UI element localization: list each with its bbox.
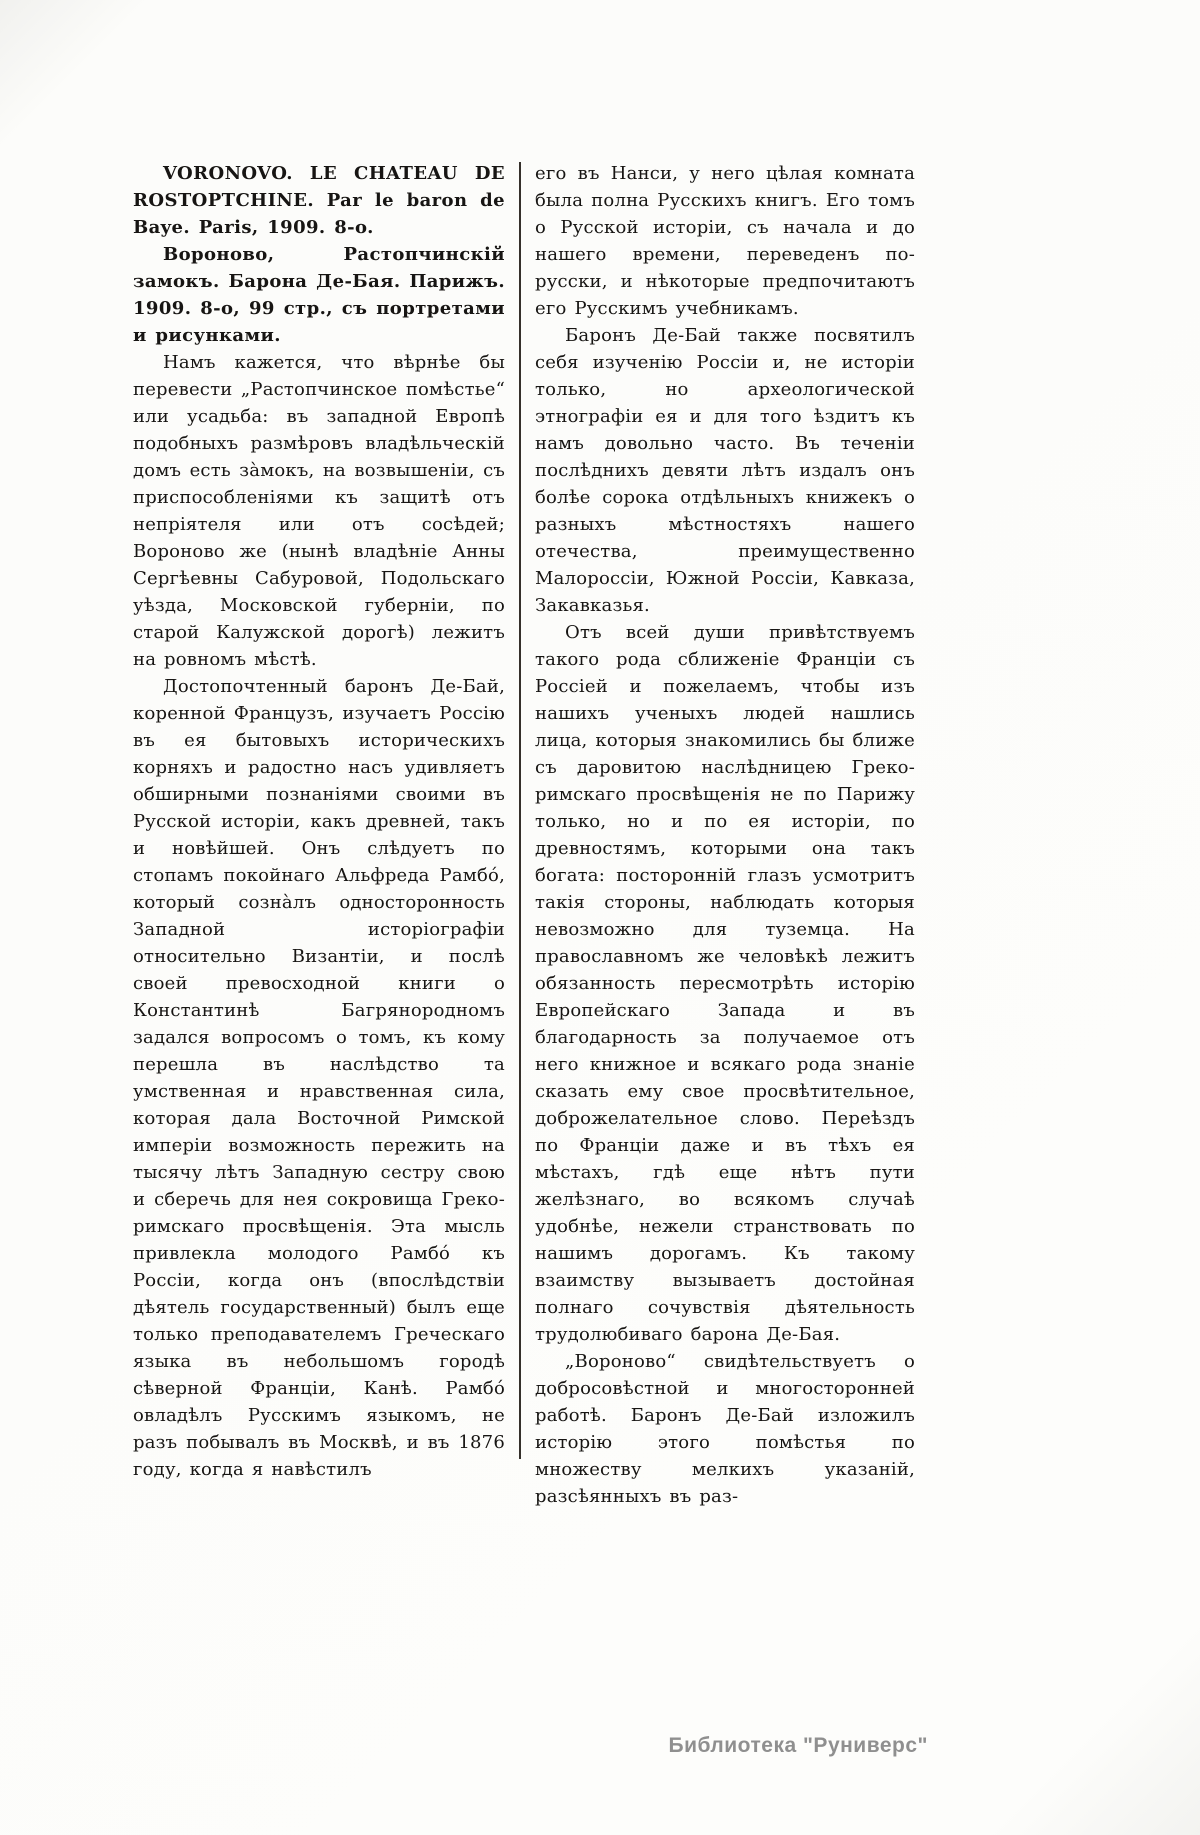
paragraph: „Вороново“ свидѣтельствуетъ о добросовѣстной и многосторонней работѣ. Баронъ Де-Бай изложилъ исторію этого помѣстья по множеству мелкихъ указаній, разсѣянныхъ въ раз- <box>535 1351 915 1507</box>
article-two-columns <box>133 160 919 1510</box>
right-column <box>535 160 915 1510</box>
paragraph: Достопочтенный баронъ Де-Бай, коренной Французъ, изучаетъ Россію въ ея бытовыхъ историческихъ корняхъ и радостно насъ удивляетъ обширными познаніями своими въ Русской исторіи, какъ древней, такъ и новѣйшей. Онъ слѣдуетъ по стопамъ покойнаго Альфреда Рамбó, который сознàлъ односторонность Западной исторіографіи относительно Византіи, и послѣ своей превосходной книги о Константинѣ Багрянородномъ задался вопросомъ о томъ, къ кому перешла въ наслѣдство та умственная и нравственная сила, которая дала Восточной Римской имперіи возможность пережить на тысячу лѣтъ Западную сестру свою и сберечь для нея сокровища Греко-римскаго просвѣщенія. Эта мысль привлекла молодого Рамбó къ Россіи, когда онъ (впослѣдствіи дѣятель государственный) былъ еще только преподавателемъ Греческаго языка въ небольшомъ городѣ сѣверной Франціи, Канѣ. Рамбó овладѣлъ Русскимъ языкомъ, не разъ побывалъ въ Москвѣ, и въ 1876 году, когда я навѣстилъ <box>133 676 505 1480</box>
review-heading-latin: VORONOVO. LE CHATEAU DE ROSTOPTCHINE. Par le baron de Baye. Paris, 1909. 8-o. <box>133 163 505 238</box>
paragraph-continuation: его въ Нанси, у него цѣлая комната была полна Русскихъ книгъ. Его томъ о Русской исторіи, съ начала и до нашего времени, переведенъ по-русски, и нѣкоторые предпочитаютъ его Русскимъ учебникамъ. <box>535 163 915 319</box>
paragraph: Баронъ Де-Бай также посвятилъ себя изученію Россіи и, не исторіи только, но археологической этнографіи ея и для того ѣздитъ къ намъ довольно часто. Въ теченіи послѣднихъ девяти лѣтъ издалъ онъ болѣе сорока отдѣльныхъ книжекъ о разныхъ мѣстностяхъ нашего отечества, преимущественно Малороссіи, Южной Россіи, Кавказа, Закавказья. <box>535 325 915 616</box>
review-heading-russian: Вороново, Растопчинскій замокъ. Барона Де-Бая. Парижъ. 1909. 8-о, 99 стр., съ портретами и рисунками. <box>133 244 505 346</box>
paragraph: Намъ кажется, что вѣрнѣе бы перевести „Растопчинское помѣстье“ или усадьба: въ западной Европѣ подобныхъ размѣровъ владѣльческій домъ есть зàмокъ, на возвышеніи, съ приспособленіями къ защитѣ отъ непріятеля или отъ сосѣдей; Вороново же (нынѣ владѣніе Анны Сергѣевны Сабуровой, Подольскаго уѣзда, Московской губерніи, по старой Калужской дорогѣ) лежитъ на ровномъ мѣстѣ. <box>133 352 505 670</box>
review-heading <box>133 160 505 349</box>
paragraph: Отъ всей души привѣтствуемъ такого рода сближеніе Франціи съ Россіей и пожелаемъ, чтобы изъ нашихъ ученыхъ людей нашлись лица, которыя знакомились бы ближе съ даровитою наслѣдницею Греко-римскаго просвѣщенія не по Парижу только, но и по ея исторіи, по древностямъ, которыми она такъ богата: посторонній глазъ усмотритъ такія стороны, наблюдать которыя невозможно для туземца. На православномъ же человѣкѣ лежитъ обязанность пересмотрѣть исторію Европейскаго Запада и въ благодарность за получаемое отъ него книжное и всякаго рода знаніе сказать ему свое просвѣтительное, доброжелательное слово. Переѣздъ по Франціи даже и въ тѣхъ ея мѣстахъ, гдѣ еще нѣтъ пути желѣзнаго, во всякомъ случаѣ удобнѣе, нежели странствовать по нашимъ дорогамъ. Къ такому взаимству вызываетъ достойная полнаго сочувствія дѣятельность трудолюбиваго барона Де-Бая. <box>535 622 915 1345</box>
left-column <box>133 160 505 1483</box>
library-watermark: Библиотека "Руниверс" <box>668 1734 928 1757</box>
column-divider-rule <box>519 162 521 1459</box>
